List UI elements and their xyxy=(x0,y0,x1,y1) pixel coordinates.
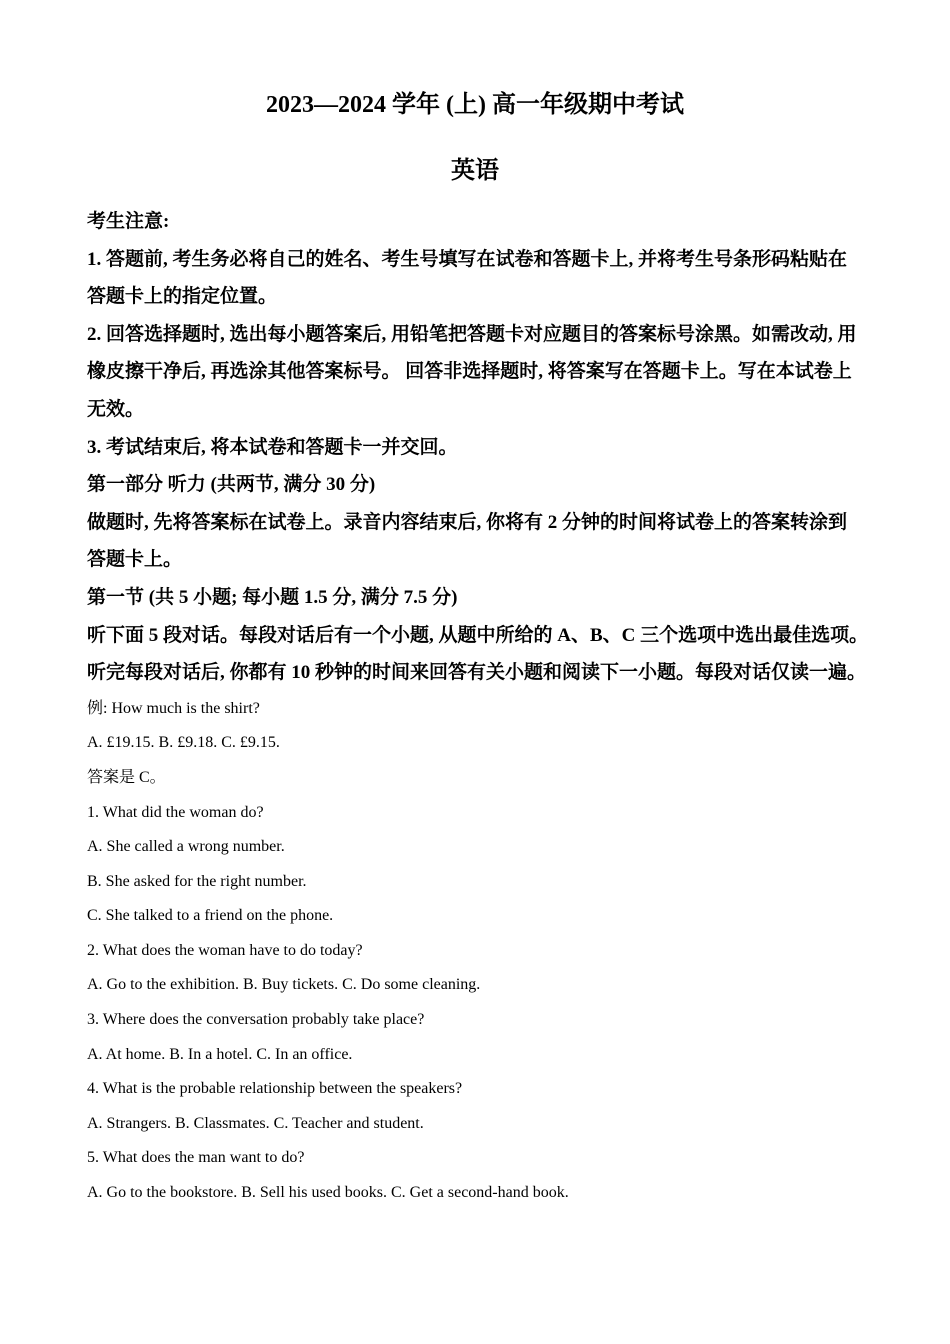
answer-options: A. Strangers. B. Classmates. C. Teacher and student. xyxy=(87,1114,424,1132)
exam-title: 2023—2024 学年 (上) 高一年级期中考试 xyxy=(266,92,684,118)
exam-body xyxy=(87,203,887,1211)
example-options: A. £19.15. B. £9.18. C. £9.15. xyxy=(87,734,280,752)
part1-instruction: 答题卡上。 xyxy=(87,549,183,571)
answer-options: A. Go to the bookstore. B. Sell his used books. C. Get a second-hand book. xyxy=(87,1184,569,1202)
answer-options: A. At home. B. In a hotel. C. In an office. xyxy=(87,1045,353,1063)
answer-option: C. She talked to a friend on the phone. xyxy=(87,907,334,925)
section1-heading: 第一节 (共 5 小题; 每小题 1.5 分, 满分 7.5 分) xyxy=(87,586,458,608)
notice-line: 1. 答题前, 考生务必将自己的姓名、考生号填写在试卷和答题卡上, 并将考生号条形码粘贴在 xyxy=(87,248,848,270)
section1-instruction: 听下面 5 段对话。每段对话后有一个小题, 从题中所给的 A、B、C 三个选项中选出最佳选项。 xyxy=(87,624,869,646)
notice-line: 无效。 xyxy=(87,398,145,420)
question-text: 3. Where does the conversation probably take place? xyxy=(87,1011,425,1029)
part1-instruction: 做题时, 先将答案标在试卷上。录音内容结束后, 你将有 2 分钟的时间将试卷上的答案转涂到 xyxy=(87,511,848,533)
question-text: 5. What does the man want to do? xyxy=(87,1149,305,1167)
notice-line: 橡皮擦干净后, 再选涂其他答案标号。 回答非选择题时, 将答案写在答题卡上。写在本试卷上 xyxy=(87,361,852,383)
question-text: 1. What did the woman do? xyxy=(87,803,264,821)
question-text: 2. What does the woman have to do today? xyxy=(87,941,363,959)
notice-line: 2. 回答选择题时, 选出每小题答案后, 用铅笔把答题卡对应题目的答案标号涂黑。如需改动, 用 xyxy=(87,323,857,345)
example-question: 例: How much is the shirt? xyxy=(87,699,260,717)
part1-heading: 第一部分 听力 (共两节, 满分 30 分) xyxy=(87,474,376,496)
example-answer: 答案是 C。 xyxy=(87,768,166,786)
answer-option: B. She asked for the right number. xyxy=(87,872,307,890)
answer-options: A. Go to the exhibition. B. Buy tickets. C. Do some cleaning. xyxy=(87,976,481,994)
notice-heading: 考生注意: xyxy=(87,211,170,232)
answer-option: A. She called a wrong number. xyxy=(87,838,285,856)
notice-line: 3. 考试结束后, 将本试卷和答题卡一并交回。 xyxy=(87,436,458,458)
notice-line: 答题卡上的指定位置。 xyxy=(87,286,278,308)
exam-subject: 英语 xyxy=(451,158,499,184)
question-text: 4. What is the probable relationship between the speakers? xyxy=(87,1080,463,1098)
section1-instruction: 听完每段对话后, 你都有 10 秒钟的时间来回答有关小题和阅读下一小题。每段对话仅读一遍。 xyxy=(87,662,867,684)
